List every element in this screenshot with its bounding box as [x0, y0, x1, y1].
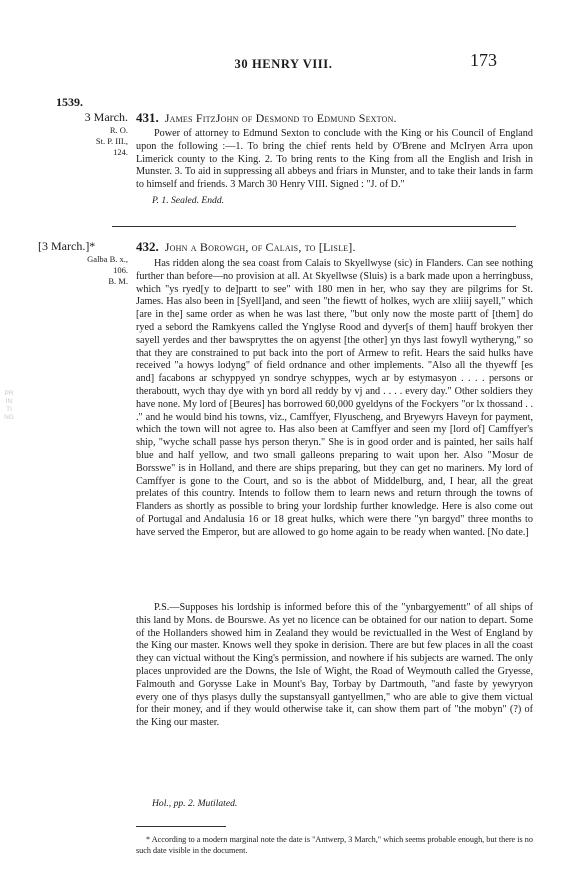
entry-431-title: James FitzJohn of Desmond to Edmund Sexton. [164, 111, 397, 125]
running-title: 30 HENRY VIII. [234, 57, 333, 71]
entry-431-heading [136, 110, 536, 126]
footnote: * According to a modern marginal note the date is "Antwerp, 3 March," which seems probable enough, but there is no such date visible in the document. [136, 835, 533, 855]
entry-432-source-line: B. M. [108, 276, 128, 286]
entry-431-source-line: 124. [113, 147, 128, 157]
entry-431-date: 3 March. [84, 110, 128, 124]
entry-432-postscript: P.S.—Supposes his lordship is informed before this of the "ynbargyementt" of all ships of this land by Mons. de Bourswe. As yet no licence can be obtained for our nation to depart. Some of the Hollanders showed him in Zealand they would be revictualled in the West of England by the King our master. Knows well they spoke in derision. There are but few places in all the coast they can victual without the King's permission, and nowhere if his subjects are warned. The only places unprovided are the Downs, the Isle of Wight, the Road of Weymouth called the Gryesse, Falmouth and Gorysse Lake in Mount's Bay, Torbay by Dartmouth, "and faste by yewyryon every one of thys plasys dully the supstansyall gantyellmen," who are able to give them victual for their money, and if they would otherwise take it, can show them part of "the mobyn" (?) of the King our master. [136, 602, 533, 729]
binding-watermark: PRINTING [4, 390, 14, 421]
entry-432-heading [136, 239, 536, 255]
entry-431-source-line: St. P. III., [95, 136, 128, 146]
entry-431-margin [46, 110, 128, 158]
entry-432-date: [3 March.]* [38, 239, 96, 253]
entry-431-number: 431. [136, 110, 159, 125]
entry-432-paragraph: Has ridden along the sea coast from Calais to Skyellwyse (sic) in Flanders. Can see nothing further than before—no provision at all. At Skyellwse (Sluis) is a bark made upon a herringbuss, which "ys ryed[y to de]partt to see" with 180 men in her, who say they are pilgrims for St. James. Has also been in [Syell]and, and seen "the fiewtt of holkes, wych are xliiij sayell," which [are in the] same order as when he was last there, "but only now the moste partt of [them] do ryed a sebord the Ramkyens called the Ynglyse Rood and dyver[s of them] hauff brokyen ther sayell yerdes and ther bawspryttes the on agyenst [the other] yn thys last fowyll wytheryng," so that they are constrained to put back into the port of Armew to refit. Hears the said hulks have received "a howys lodyng" of field ordnance and other implements. "Also all the thyewff [es and] facabons ar schyppyed yn sondrye schyppes, wych ar by estymasyon . . . . persons or theraboutt, wych thay dye with yn bord all reddy by vj and . . . . every day." Other soldiers they have none. My lord of [Beures] has borrowed 60,000 gyeldyns of the Fockyers "or lx thossand . . ." and he would bind his towns, viz., Camffyer, Flyuscheng, and Bryewyrs Haveyn for payment, which the town will not agree to. Has also been at Camffyer and seen my [lord of] Camffyer's ship, "wyche schall passe hys person theryn." She is in good order and is painted, her sails half blue and half yellow, and two small galleons preparing to wait upon her. Also "Mosur de Borsswe" is in Holland, and there are ships preparing, but they can get no mariners. My lord of Camffyer is gone to the Court, and so is the abbot of Middelburg, and, I hear, all the great prelates of this country. Intends to follow them to learn news and return through the towns of Flanders as shortly as possible to bring your lordship further knowledge. Here is also come out of Portugal and Andalusia 16 or 18 great hulks, which were there "yn bargyd" three months to have served the Emperor, but are allowed to go home again to be ready when wanted. [No date.] [136, 258, 533, 538]
entry-431-source-line: R. O. [109, 125, 128, 135]
entry-431-body: Power of attorney to Edmund Sexton to conclude with the King or his Council of England upon the following :—1. To bring the chief rents held by O'Brene and McIryen Arra upon Limerick county to the King. 2. To bring rents to the King from all the English and Irish in Munster. 3. To aid in suppressing all abbeys and friars in Munster, and to take their lands in farm to himself and friends. 3 March 30 Henry VIII. Signed : "J. of D." [136, 128, 533, 191]
entry-divider [112, 226, 516, 227]
entry-432-title: John a Borowgh, of Calais, to [Lisle]. [164, 240, 356, 254]
footnote-divider [136, 826, 226, 827]
entry-432-source-line: Galba B. x., [87, 254, 128, 264]
entry-431-note: P. 1. Sealed. Endd. [152, 195, 225, 206]
page-number: 173 [470, 50, 497, 70]
year-heading: 1539. [56, 95, 83, 109]
entry-432-margin [38, 239, 128, 287]
entry-432-note: Hol., pp. 2. Mutilated. [152, 798, 238, 809]
entry-432-source-line: 106. [113, 265, 128, 275]
entry-432-number: 432. [136, 239, 159, 254]
